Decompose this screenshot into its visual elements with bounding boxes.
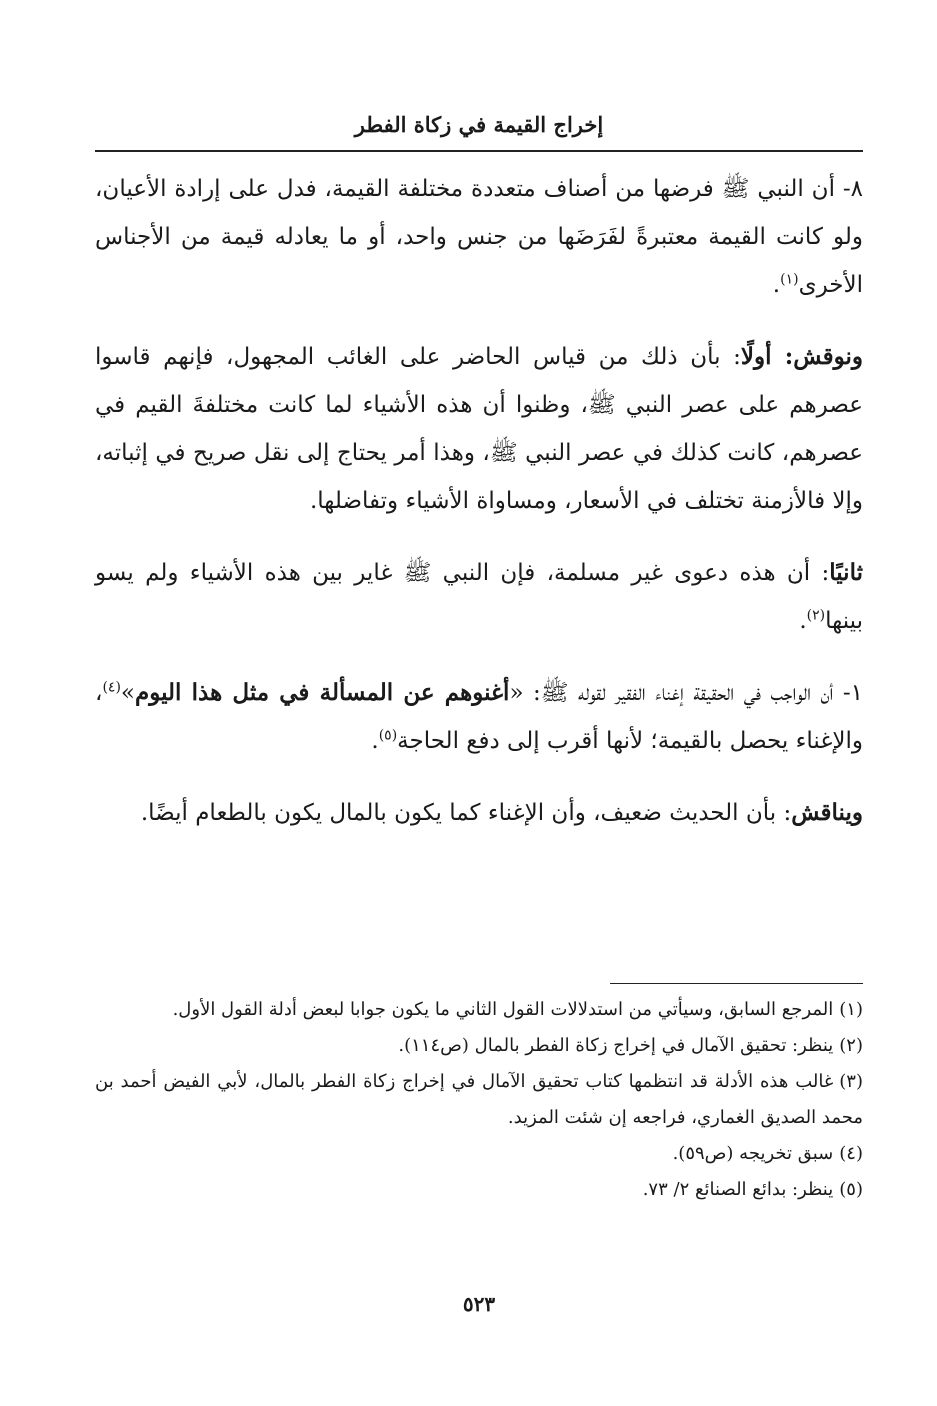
footnote-ref[interactable]: (٢) xyxy=(806,607,826,624)
footnote-text: المرجع السابق، وسيأتي من استدلالات القول الثاني ما يكون جوابا لبعض أدلة القول الأول. xyxy=(172,999,834,1020)
page-number: ٥٢٣ xyxy=(462,1292,496,1316)
footnote-text: ينظر: بدائع الصنائع ٢/ ٧٣. xyxy=(642,1179,834,1200)
paragraph-end: . xyxy=(371,728,379,754)
paragraph-evidence-8 xyxy=(95,165,863,309)
footnote-1 xyxy=(95,992,863,1028)
footnote-text: ينظر: تحقيق الآمال في إخراج زكاة الفطر بالمال (ص١١٤). xyxy=(398,1035,834,1056)
running-header: إخراج القيمة في زكاة الفطر xyxy=(354,112,604,137)
paragraph-text: : أن هذه دعوى غير مسلمة، فإن النبي ﷺ غاير بين هذه الأشياء ولم يسو بينها xyxy=(95,560,863,634)
header-divider xyxy=(95,150,863,152)
footnotes xyxy=(95,992,863,1208)
paragraph-lead: ويناقش xyxy=(791,799,863,826)
footnote-ref[interactable]: (٤) xyxy=(102,679,121,696)
main-text xyxy=(95,165,863,861)
paragraph-lead: ونوقش: أولًا xyxy=(740,343,863,370)
paragraph-end: . xyxy=(799,608,807,634)
quote-close: » xyxy=(120,680,135,706)
footnote-text: غالب هذه الأدلة قد انتظمها كتاب تحقيق الآمال في إخراج زكاة الفطر بالمال، لأبي الفيض أحمد بن محمد الصديق الغماري، فراجعه إن شئت المزيد. xyxy=(95,1071,863,1128)
paragraph-rebuttal-first xyxy=(95,333,863,525)
footnote-ref[interactable]: (١) xyxy=(780,271,799,288)
paragraph-text-cont: ، والإغناء يحصل بالقيمة؛ لأنها أقرب إلى دفع الحاجة xyxy=(95,680,863,754)
footnote-number: (١) xyxy=(839,999,863,1020)
footnote-4 xyxy=(95,1136,863,1172)
footnote-2 xyxy=(95,1028,863,1064)
footnote-3 xyxy=(95,1064,863,1136)
footnote-5 xyxy=(95,1172,863,1208)
paragraph-discussion xyxy=(95,789,863,837)
footnote-divider xyxy=(610,983,863,984)
paragraph-text: ١- أن الواجب في الحقيقة إغناء الفقير لقوله ﷺ: « xyxy=(509,680,863,706)
paragraph-lead: ثانيًا xyxy=(829,559,863,586)
footnote-number: (٤) xyxy=(839,1143,863,1164)
footnote-number: (٢) xyxy=(839,1035,863,1056)
footnote-ref[interactable]: (٥) xyxy=(378,727,398,744)
hadith-quote: أغنوهم عن المسألة في مثل هذا اليوم xyxy=(134,679,510,706)
paragraph-rebuttal-second xyxy=(95,549,863,645)
footnote-number: (٣) xyxy=(839,1071,863,1092)
paragraph-evidence-1 xyxy=(95,669,863,765)
paragraph-text: ٨- أن النبي ﷺ فرضها من أصناف متعددة مختلفة القيمة، فدل على إرادة الأعيان، ولو كانت القيمة معتبرةً لفَرَضَها من جنس واحد، أو ما يعادله قيمة من الأجناس الأخرى xyxy=(95,176,863,298)
footnote-text: سبق تخريجه (ص٥٩). xyxy=(672,1143,834,1164)
paragraph-text: : بأن ذلك من قياس الحاضر على الغائب المجهول، فإنهم قاسوا عصرهم على عصر النبي ﷺ، وظنوا أن هذه الأشياء لما كانت مختلفةَ القيم في عصرهم، كانت كذلك في عصر النبي ﷺ، وهذا أمر يحتاج إلى نقل صريح في إثباته، وإلا فالأزمنة تختلف في الأسعار، ومساواة الأشياء وتفاضلها. xyxy=(95,344,863,514)
footnote-number: (٥) xyxy=(839,1179,863,1200)
paragraph-end: . xyxy=(772,272,781,298)
paragraph-text: : بأن الحديث ضعيف، وأن الإغناء كما يكون بالمال يكون بالطعام أيضًا. xyxy=(140,800,792,826)
